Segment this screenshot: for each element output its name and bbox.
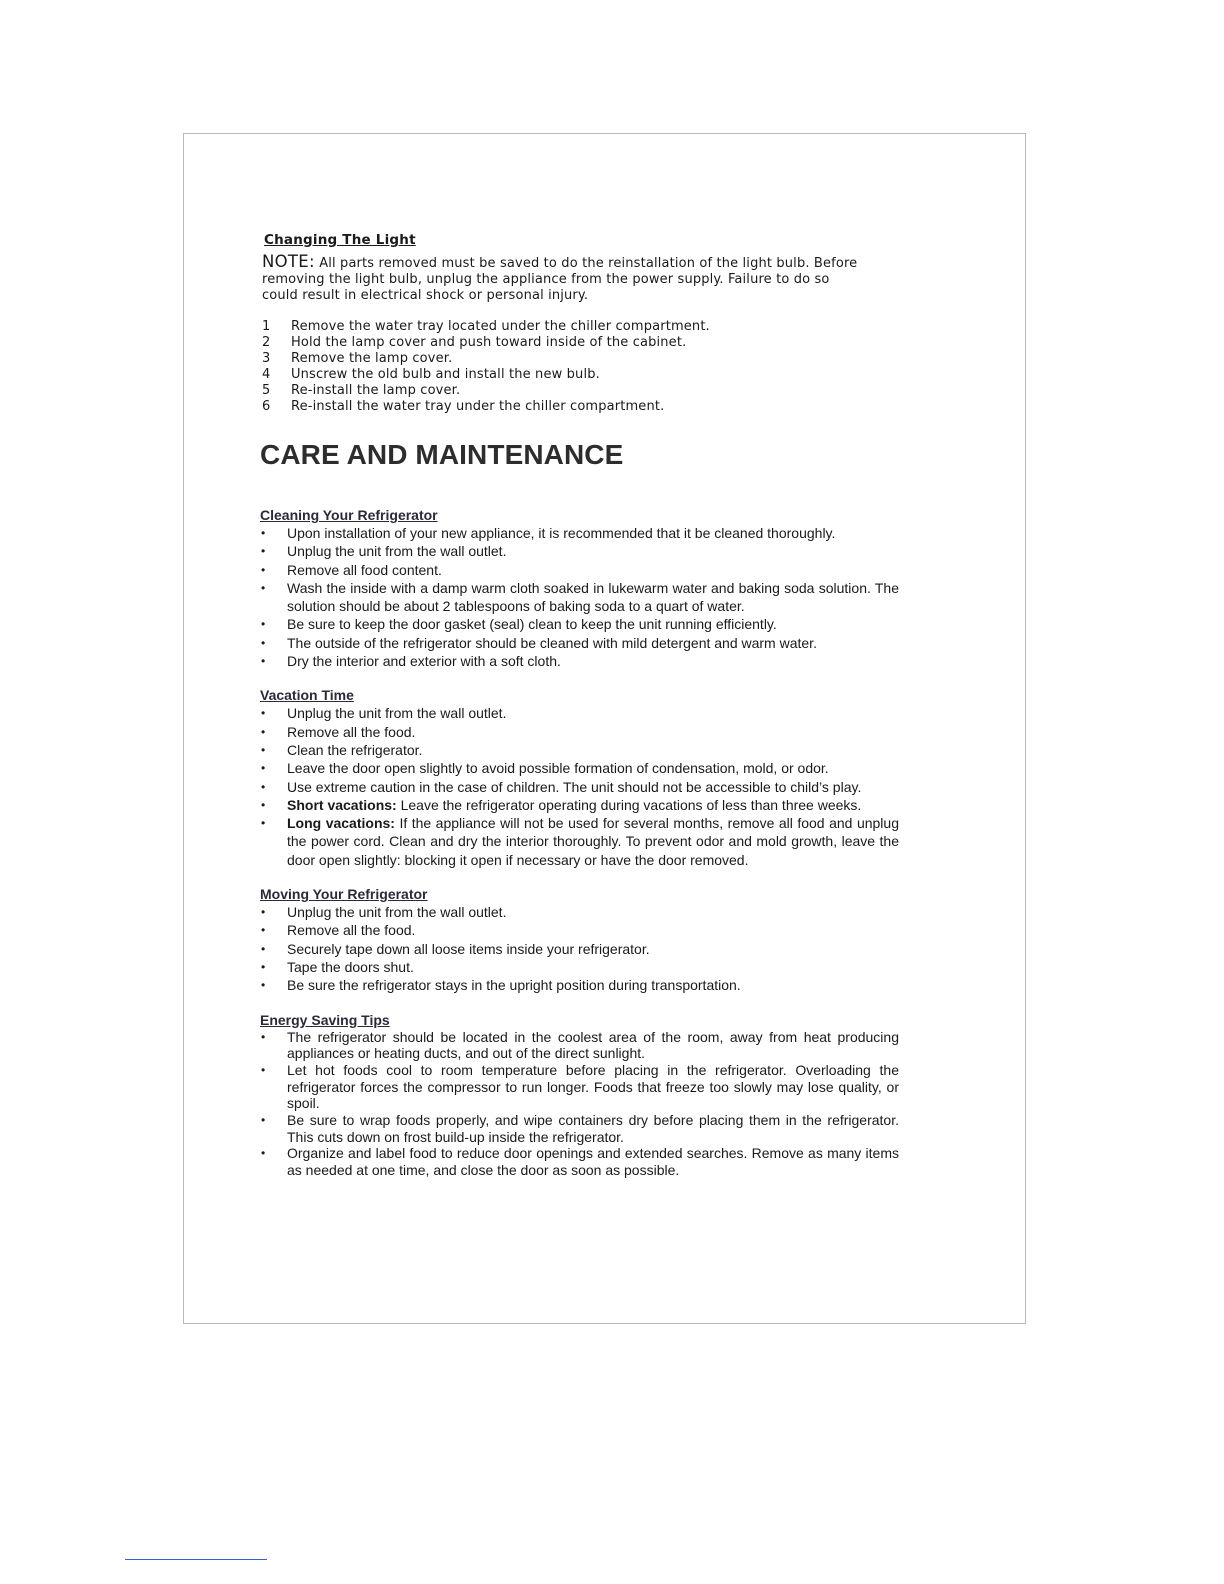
bullet-icon: • [261,1113,266,1128]
step-text: Hold the lamp cover and push toward inside of the cabinet. [291,335,687,350]
energy-list [260,1029,900,1179]
bullet-icon: • [261,617,266,632]
step-item [262,367,882,383]
bullet-icon: • [261,905,266,920]
list-item [260,1112,900,1145]
list-item-text: Remove all food content. [287,561,442,578]
bullet-icon: • [261,797,266,812]
step-number: 6 [262,399,271,414]
step-item [262,383,882,399]
list-item-text [287,796,899,814]
step-text: Re-install the water tray under the chiller compartment. [291,399,665,414]
bullet-icon: • [261,941,266,956]
bullet-icon: • [261,779,266,794]
energy-section [260,1012,900,1179]
vacation-heading: Vacation Time [260,687,354,704]
list-item-text: The refrigerator should be located in the coolest area of the room, away from heat producing appliances or heating ducts, and out of the direct sunlight. [287,1028,899,1062]
list-item-text: Let hot foods cool to room temperature before placing in the refrigerator. Overloading the refrigerator forces the compressor to run longer. Foods that freeze too slowly may lose quality, or spoil. [287,1061,899,1112]
changing-light-heading: Changing The Light [264,232,416,248]
bullet-icon: • [261,816,266,831]
step-number: 3 [262,351,271,366]
list-item-text: Remove all the food. [287,723,416,740]
step-number: 1 [262,319,271,334]
list-item-text: Unplug the unit from the wall outlet. [287,705,507,722]
list-item-text: Remove all the food. [287,922,416,939]
note-line-2: removing the light bulb, unplug the appliance from the power supply. Failure to do so [262,272,830,287]
list-item-text: The outside of the refrigerator should be cleaned with mild detergent and warm water. [287,634,817,651]
list-item-text: Leave the door open slightly to avoid possible formation of condensation, mold, or odor. [287,760,829,777]
list-item [260,778,900,796]
step-item [262,335,882,351]
bullet-icon: • [261,978,266,993]
list-item [260,1145,900,1178]
list-item [260,723,900,741]
list-item-text: Unplug the unit from the wall outlet. [287,543,507,560]
list-item [260,796,900,814]
note-paragraph [262,254,882,304]
list-item [260,579,900,616]
note-line-3: could result in electrical shock or personal injury. [262,288,589,303]
list-item-text: Be sure to keep the door gasket (seal) clean to keep the unit running efficiently. [287,616,777,633]
vacation-section [260,687,900,869]
cleaning-section [260,507,900,670]
list-item-text: Dry the interior and exterior with a soft cloth. [287,653,561,670]
document-content [260,232,900,1179]
list-item-text: Upon installation of your new appliance, it is recommended that it be cleaned thoroughly. [287,525,836,541]
bullet-icon: • [261,526,266,540]
list-item [260,524,900,542]
step-number: 5 [262,383,271,398]
list-item-text: Unplug the unit from the wall outlet. [287,904,507,921]
list-item [260,634,900,652]
step-number: 2 [262,335,271,350]
cleaning-list [260,524,900,670]
list-item-text: Clean the refrigerator. [287,741,423,758]
step-text: Remove the lamp cover. [291,351,453,366]
list-item [260,704,900,722]
note-label: NOTE: [262,252,315,271]
list-item [260,1029,900,1062]
footnote-divider [125,1559,267,1560]
list-item [260,741,900,759]
bullet-icon: • [261,654,266,669]
list-item-text: Wash the inside with a damp warm cloth soaked in lukewarm water and baking soda solution. The solution should be about 2 tablespoons of baking soda to a quart of water. [287,579,899,615]
list-item-text: Be sure to wrap foods properly, and wipe containers dry before placing them in the refrigerator. This cuts down on frost build-up inside the refrigerator. [287,1112,899,1145]
list-item-text [287,814,899,869]
cleaning-heading: Cleaning Your Refrigerator [260,507,438,523]
list-item-text: Organize and label food to reduce door openings and extended searches. Remove as many items as needed at one time, and close the door as soon as possible. [287,1145,899,1179]
care-maintenance-title: CARE AND MAINTENANCE [260,439,624,470]
list-item [260,759,900,777]
list-item-text: Be sure the refrigerator stays in the upright position during transportation. [287,977,741,994]
step-item [262,399,882,415]
bullet-icon: • [261,724,266,739]
step-item [262,351,882,367]
long-vacations-text: If the appliance will not be used for several months, remove all food and unplug the power cord. Clean and dry the interior thoroughly. To prevent odor and mold growth, leave the door open slightly: blocking it open if necessary or have the door removed. [287,815,899,868]
bullet-icon: • [261,1146,266,1161]
list-item [260,1062,900,1112]
step-text: Re-install the lamp cover. [291,383,461,398]
light-steps-list [262,319,882,415]
list-item [260,958,900,976]
long-vacations-lead: Long vacations: [287,815,395,832]
list-item [260,921,900,939]
bullet-icon: • [261,1062,266,1077]
list-item-text: Securely tape down all loose items inside your refrigerator. [287,940,650,957]
moving-section [260,886,900,994]
list-item-text: Tape the doors shut. [287,958,414,975]
bullet-icon: • [261,742,266,757]
bullet-icon: • [261,761,266,776]
short-vacations-lead: Short vacations: [287,796,397,813]
list-item-text: Use extreme caution in the case of children. The unit should not be accessible to child’s play. [287,778,862,795]
bullet-icon: • [261,706,266,721]
bullet-icon: • [261,635,266,650]
list-item [260,814,900,869]
energy-heading: Energy Saving Tips [260,1011,390,1028]
bullet-icon: • [261,562,266,577]
list-item [260,561,900,579]
bullet-icon: • [261,923,266,938]
moving-list [260,903,900,994]
list-item [260,542,900,560]
bullet-icon: • [261,1029,266,1044]
bullet-icon: • [261,959,266,974]
short-vacations-text: Leave the refrigerator operating during vacations of less than three weeks. [396,796,862,813]
changing-light-section [262,232,882,415]
list-item [260,903,900,921]
step-number: 4 [262,367,271,382]
moving-heading: Moving Your Refrigerator [260,886,428,903]
step-item [262,319,882,335]
bullet-icon: • [261,580,266,595]
step-text: Remove the water tray located under the chiller compartment. [291,319,710,334]
vacation-list [260,704,900,869]
step-text: Unscrew the old bulb and install the new bulb. [291,367,600,382]
list-item [260,940,900,958]
note-line-1: All parts removed must be saved to do the reinstallation of the light bulb. Before [314,256,858,271]
list-item [260,976,900,994]
bullet-icon: • [261,544,266,559]
list-item [260,615,900,633]
list-item [260,652,900,670]
